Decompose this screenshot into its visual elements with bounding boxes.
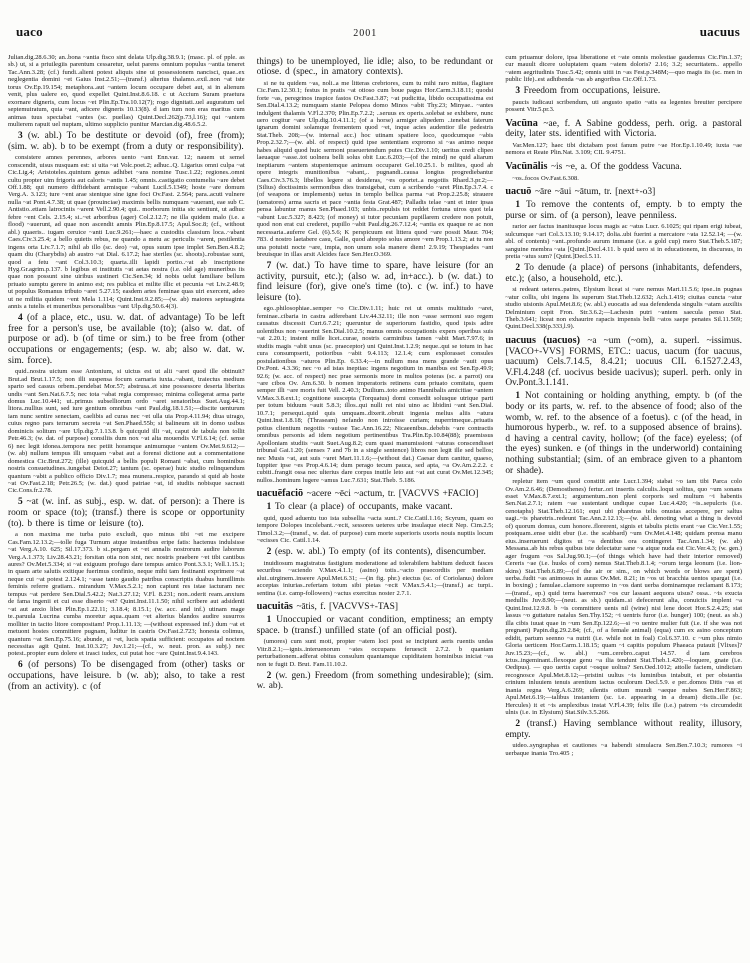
entry-paragraph: uacuus (uacuos) ~a ~um (~om), a. superl. ~issimus. [VACO+-VVS] FORMS, ETC.: uacus, uacum (for uacuus, uacuum) Cels.7.14.5, 8.4.21; uocuus CIL 6.1527.2.43, V.Fl.4.248 (cf. uocivus beside uacivus); superl. perh. only in Ov.Pont.3.1.141. [505,334,742,389]
text-columns [8,54,742,952]
column [8,54,245,952]
quote-paragraph: si redeant ueteres..patres, Elysium liceat si ~are nemus Mart.11.5.6; ipse..in pugnas ~atur collis, ubi ingens lis superum Stat.Theb.12.632; Ach.1.419; ciuitas cuncta ~atur studio uisionis Apul.Met.8.6; (w. abl.) euocatis ad sua defendenda singulis ~atam auxiliis Delminium cepit Fron. Str.3.6.2;—Lachesin putri ~antem saecula penso Stat. Theb.3.641; liceat non exhaurire rapacis impensis belli ~atos saepe penates Sil.11.569; Quint.Decl.338(p.333,l.9). [505,286,742,331]
sense-paragraph: 2 (w. gen.) Freedom (from something undesirable); (sim. w. ab). [256,670,494,692]
sense-paragraph: 7 (w. dat.) To have time to spare, have leisure (for an activity, pursuit, etc.); (also w. ad, in+acc.). b (w. dat.) to find leisure (for), give one's time (to). c (w. inf.) to have leisure (to). [256,261,494,303]
entry-paragraph: Vacūna ~ae, f. A Sabine goddess, perh. orig. a pastoral deity, later sts. identified with Victoria. [505,117,742,140]
sense-number: 1 [515,200,526,211]
entry-paragraph: uacuitās ~ātis, f. [VACVVS+-TAS] [256,601,398,613]
quote-paragraph: inuidiosum magistratus fastigium moderatione ad tolerabilem habitum deduxit fasces securibus ~aciendo V.Max.4.1.1; (asino) totis..~acto praecordiis per mediam alui..uirginem..inseere Apul.Met.6.31; —(in fig. phr.) eiectus (sc. of Coriolanus) dolore acceptas iniurias..refertam totum sibi pietas ~ecit V.Max.5.4.1;—(transf.) ac turpi.. sentina (i.e. camp-followers) ~actus exercitus noster 2.7.1. [256,559,494,597]
sense-number: 2 [266,670,276,681]
entry-paragraph: uacuēfaciō ~acere ~ēci ~actum, tr. [VACVVS +FACIO] [256,488,479,500]
running-head-left: uaco [16,24,43,39]
quote-paragraph: uideo..syngraphas et cautiones ~a habendi simulacra Sen.Ben.7.10.3; rumores ~i uerbaque inania Tro.405 ; [505,742,742,757]
headword: uacuus (uacuos) [505,334,588,346]
quote-paragraph: ~os..focos Ov.Fast.6.308. [512,174,579,182]
running-head [8,24,742,42]
quote-paragraph: quid, quod aduentu tuo ista subsellia ~acta sunt..? Cic.Catil.1.16; Scyrum, quam eo tempore Dolopes incolebant..~ecit, sessores ueteres urbe insulaque eiecit Nep. Cim.2.5; Timol.3.2;—(transf., w. dat. of purpose) cum morte superioris uxoris nouis nuptiis locum ~ecisses Cic. Catil.1.14. [256,515,494,545]
sense-paragraph: 2 (transf.) Having semblance without reality, illusory, empty. [505,719,742,740]
headword: Vacūnālis [505,160,551,172]
quote-paragraph: Julian.dig.28.6.30; an..bona ~antia fisco sint delata Ulp.dig.38.9.1; (masc. pl. of pple. as sb.) ut, si a priuilegiis parentum cessaretur, uelut parens omnium populus ~antia teneret Tac.Ann.3.28; (cf.) fundi..alieni potest aliquis sine ui possessionem nancisci, quae..ex neglegentia domini ~et Gaius Inst.2.51;—(transf.) alterius thalamo..exil..non ~at iste torus Ov.Ep.19.154; metaphora..aut ~antem locum occupare debet aut, si in alienum venit, plus ualere eo, quod expellet Quint.Inst.8.6.18. c ut Accium Suram praetura exornare digneris, cum locus ~et Plin.Ep.Tra.10.12(7); rogo dignitati..uel auguratum uel septemuiratum, quia ~ant, adicere digneris 10.13(8). d iam tum non eras maritus cum animas tuus spectabat ~antes (sc. puellas) Quint.Decl.262(p.73,l.16); qui ~antem mulierem rapuit uel nuptam, ultimo supplicio punitur Marcian.dig.48.6.5.2. [8,54,245,129]
sense-paragraph: 1 Not containing or holding anything, empty. b (of the body or its parts, w. ref. to the absence of food; also of the womb, w. ref. to the absence of a foetus). c (of the head, in humorous hyperb., w. ref. to a supposed absence of brains). d having a central cavity, hollow; (of the face) eyeless; (of the eyes) sunken. e (of things in the underworld) containing nothing substantial; (sim. of an embrace given to a phantom or shade). [505,391,742,476]
sense-paragraph: 2 To denude (a place) of persons (inhabitants, defenders, etc.); (also, a household, etc.). [505,263,742,284]
sense-number: 1 [515,391,525,402]
headword: uacuitās [256,601,297,613]
sense-paragraph: 3 (w. abl.) To be destitute or devoid (of), free (from); (sim. w. ab). b to be exempt (from a duty or responsibility). [8,131,245,152]
sense-number: 6 [18,660,29,671]
quote-paragraph: Var.Men.127; haec tibi dictabam post fanum putre ~ae Hor.Ep.1.10.49; iuxta ~ae nemora et Reate Plin.Nat. 3.109; CIL 9.4751. [505,142,742,157]
sense-number: 5 [18,497,27,508]
quote-paragraph: (umores) cum sunt moti, propter ~atem loci post se incipiunt aeris ruentis undas Vitr.8.2.1;—ignis..interuenorum ~ates occupans feruescit 2.7.2. b quantam perturbationem..adferat obitus consulum quantamque cupiditatem hominibus iniciat ~as non te fugit D. Brut. Fam.11.10.2. [256,638,494,668]
quote-paragraph: consistere amnes perennes, arbores uento ~ant Enn.var. 12; nauem ut semel conscendit, uisus nusquam est: si uita ~at Volc.poet.2; adhuc..Q. Ligarius omni culpa ~at Cic.Lig.4; Aristoteles..quintum genus adhibet ~ans nomine Tusc.1.22; regiones..omni cultu propter uim frigoris aut caloris ~antis 1.45; omnis..castigatio contumelia ~are debet Off.1.88; qui numero diffidebant armisque ~abant Lucil.5.1349; hoste ~are domum Verg.A. 3.123; ture ~ent arae stentque sine igne foci Ov.Fast. 2.564; para..acuti vulnere nulla ~at Pont.4.7.38; ut quae (prouinciae) maximis bellis numquam ~auerant, eae sub C. Antistio..etiam latrociniis ~arent Vell.2.90.4; qui.. morborum initia sic sentiunt, ut adhuc febre ~ent Cels. 2.15.4; si..~et arboribus (ager) Col.2.12.7; ne illa quidem malo (i.e. a flood) ~auerunt, ad quae non ascendit amnis Plin.Ep.8.17.5; Apul.Soc.8; (cf., without abl.) quaeris.. iugam ceruice ~anti Luc.9.261;—haec a custodiis classium loca..~abant Caes.Civ.3.25.4; a bello quietis rebus, ne quando a metu ac periculis ~arent, pestilentia ingens orta Liv.7.1.7; nihil ab illo (sc. deo) ~at, opus suum ipse implet Sen.Ben.4.8.2; quam diu (Charybdis) ab austro ~at Dial. 6.17.2; hae steriles (sc. shoots)..robustae sunt, quod a fetu ~ant Col.3.10.3; quarta..illi lapidi portio..~at ab inscriptione Hyg.Gr.agrim.p.137. b legibus et institutis ~at aetas nostra (i.e. old age) muneribus iis quae non possunt sine uiribus sustineri Cic.Sen.34; id nobis uelut familiare bellum priuato sumptu gerere in animo est; res publica et milite illic et pecunia ~et Liv.2.48.9; ut populus Romanus tributo ~aret 5.27.15; easdem artes feminae quas uiri exercent, adeo ut ne militia quidem ~ent Mela 1.114; Quint.Inst.9.2.85;—(w. ab) maiores septuaginta annis a tutelis et muneribus personalibus ~ant Ulp.dig.50.6.4(3). [8,154,245,311]
sense-paragraph: 1 To remove the contents of, empty. b to empty the purse or sim. of (a person), leave penniless. [505,200,742,221]
sense-number: 3 [515,86,524,97]
sense-paragraph: 2 (esp. w. abl.) To empty (of its contents), disencumber. [266,547,486,558]
quote-paragraph: a non maxima me turba puto excludi, quo minus tibi ~et me excipere Cas.Fam.12.13.2;—tolle fuga Turnum atque instantibus eripe fatis: hactenus indulsisse ~at Verg.A.10. 625; Sil.17.373. b si..pergam et ~et annalis nostrorum audire laborum Verg.A.1.373; Liv.28.43.21; forsitan otia non sint, nec nostris praebere ~et tibi cantibus aures? Ov.Met.5.334; si ~at exiguum profugo dare tempus amico Pont.3.3.1; Vell.1.15.1; in quam arte salutis exitique fuerimus confinio, neque mihi tam festinanti exprimere ~at neque cui ~at potest 2.124.1; ~asse tanto gaudio patribus conscriptis duabus humillimis feminis referre gratiam.. mirandum V.Max.5.2.1; non capiunt res istae iacturam nec tempus ~at perdere Sen.Dial.5.42.2; Nat.3.27.12; V.Fl. 8.231; non..oderit ream..anxium de fama ingenii et cui esse diserto ~et? Quint.Inst.11.1.50; nihil scribere aut adsidenti ~at aut anxio libet Plin.Ep.1.22.11; 3.18.4; 8.15.1; (w. acc. and inf.) utinam mage te..paruula Lucrina cumba moretur aqua..quam ~et alterius blandos audire susurros molliter in tacito litore compositam! Prop.1.11.13; —(without expressed inf.) dum ~at et metuont hostes committere pugnam, luditur in castris Ov.Fast.2.723; honesta colimus, quantum ~at Sen.Ep.75.16; abunde, si ~et, lucis spatia sufficient: occupatos ad noctem necessitas agit Quint. Inst.10.3.27; Juv.1.21;—(cf., w. neut. pron. as subj.) nec potest..propter eum dolere et irasci iudex, cui putat hoc ~are Quint.Inst.9.4.143. [8,531,245,658]
headword: Vacūna [505,117,544,129]
sense-number: 4 [18,313,27,324]
quote-paragraph: rarior aer factus inanitusque locus magis ac ~atus Lucr. 6.1025; qui ripam erigi iubeat, sulcumque ~ari Col.3.13.10; 9.14.17; dolia..ubi fuerint a mercatore ~ata 12.52.14; —(w. abl. of contents) ~ant..profundo aurum immane (i.e. a gold cup) mero Stat.Theb.5.187; sanguine membra ~ata [Quint.]Decl.4.11. b quid uero si in educationem, in discursus, in pretia ~atus sum? [Quint.]Decl.5.11. [505,223,742,261]
sense-paragraph: things) to be unemployed, lie idle; also, to be redundant or otiose. d (spec., in amatory contexts). [256,56,494,78]
sense-paragraph: 3 Freedom from occupations, leisure. [515,86,661,97]
sense-paragraph: 4 (of a place, etc., usu. w. dat. of advantage) To be left free for a person's use, be available (to); (also w. dat. of purpose or ad). b (of time or sim.) to be free from (other occupations or engagements; (esp. w. ab; also w. dat. w. sim. force). [8,313,245,366]
headword: uacuō [505,185,535,197]
headword: uacuēfaciō [256,488,307,500]
entry-paragraph: Vacūnālis ~is ~e, a. Of the goddess Vacuna. [505,160,682,172]
sense-number: 3 [18,131,28,142]
sense-number: 2 [266,547,275,558]
page-number: 2001 [353,28,378,39]
quote-paragraph: si ne tu quidem ~as, noli..a me litteras crebriores, cum tu mihi raro mittas, flagitare Cic.Fam.12.30.1; festus in pratis ~at otioso cum boue pagus Hor.Carm.3.18.11; quodsi forte ~as, peregrinos inspice fastos Ov.Fast.3.87; ~at pudicitia, libido occupatissima est Sen.Dial.4.13.2; numquam stante Pelopea domo Minos ~abit Thy.23; Minyae.. ~antes indulgent thalamis V.Fl.2.370; Plin.Ep.7.2.2; ..seruus ex operis..solebat se exhibere, nunc uero cogitur ~are Ulp.dig.10.4.11.1; (of a horse) armiger alipedem ..tenebat faterum ignarum domini solamque frementem quod ~et, inque acies audentior ille pedestris Stat.Theb. 208;—(w. internal acc.) hoc utinam spatiere loco, quodcumque ~abis Prop.2.32.7;—(w. abl. of respect) quid ipse sententiam expromo si ~as animo neque habes aliquid quod huic sermoni praeuertendum putes Cic.Div.1.10; ueritus credi clipeo laeuaque ~asse..tot uolnera belli solus obit Luc.6.203;—(of the mind) ne quid aliarum ineptiarum ~antem stupentemque animum occuparet Gel.10.25.1. b milites, quod ab opere integris munitionibus ~abant,.. pugnandi..causa longius progrediebantur Caes.Civ.3.76.3; libellos legere si desideras, ~es oportet..a negotiis Rhard.3.pr.2;—(Silius) doctissimis sermonibus dies transigebat, cum a scribendo ~aret Plin.Ep.3.7.4. c (of weapons or implements) uetus in templo bellica parma ~at Prop.2.25.8; strauere (uenatores) arma sacris et pace ~antia festa Grat.487; Palladis telae ~ant et inter ipsas pensa labuntur manus Sen.Phaed.103; unbis..repulsis tot reddet fortuna uiros quot tela ~abunt Luc.5.327; 8.423; (of money) si tutor pecuniam pupillarem credere non potuit, quod non erat cui crederet, pupillo ~abit Paul.dig.26.7.12.4; ~antia ex quaque re ac non necessaria..auferre Gel. (6).5.6; K perspicuum est littera quod ~are possit Maur. 704; 783. d nostro laetabere casu, Galle, quod abrepto solus amore ~em Prop.1.13.2; at tu non una potuisti nocte ~are, impia, non unum sola manere diem! 2.9.19; Thespiades ~ant breuisque in illas arsit Alcides face Sen.Her.O.369. [256,79,494,259]
sense-number: 2 [515,263,525,273]
sense-number: 2 [515,719,527,730]
sense-number: 1 [266,502,275,513]
quote-paragraph: cum priuamur dolore, ipsa liberatione et ~ate omnis molestiae gaudemus Cic.Fin.1.37; cur mauult dicere uoluptatem quam ~atem doloris? 2.16; 3.2; securitatem.. appello ~atem aegritudinis Tusc.5.42; omnis uitii in ~as Fest.p.348M;—quo magis iis (sc. men in public life)..est adhibenda ~as ab angoribus Cic.Off.1.73. [505,54,742,84]
quote-paragraph: repletur item ~um quod constitit ante Lucr.1.394; stabat ~o iam tibi Parca colo Ov.Am.2.6.46; (Demosthenes) fertur..ori insertis calculis..loqui solitus, quo ~um sonans esset V.Max.8.7.ext.1; argumentum..non pleni corporis sed multum ~i habentis Sen.Nat.2.7.1; ratem ~ae sustentant undique cupae Luc.4.420; ~is..sepulcris (i.e. cenotaphs) Stat.Theb.12.161; equi ubi pharetras telis onustas accepere, per saltus uagi..~is pharetris..redeunt Tac.Ann.2.12.13;—(w. abl. denoting what a thing is devoid of) quorum domus, cum honore..florerent, signis et tabulis pictis erant ~ae Cic.Ver.1.55; postquam..ense uidit ebur (i.e. the scabbard) ~um Ov.Met.4.148; quidam prensa manu eius..inseruerunt digitos ut ~a dentibus ora contingeret Tac.Ann.1.34; (w. ab) Messana..ab his rebus quibus iste delectatur sane ~a atque nuda est Cic.Ver.4.3; (w. gen.) ager frugum ~os Sal.Jug.90.1;—(of things which have had their interior removed) Cereris ~ae (i.e. husks of corn) nemus Stat.Theb.8.1.4; ~orum terga leonum (i.e. lion-skins) Stat.Theb.6.89;—(of the air or sim., on which words or blows are spent) uerba..fudit ~as animosus in auras Ov.Met. 8.21; in ~os ut bracchia uentos spargat (i.e. in boxing) ; famulae..clamore supremo in ~os dant uerba dominamque reclamant 8.173;—(transf., ep.) quid terra haeremus? ~os cur lassant aequora uisus? ossa.. ~is exucta medullis Juv.8.90;—(neut. as sb.) quidam..si defecerunt alia, conuiciis implent ~a Quint.Inst.12.9.8. b ~is committere uenis nil (wine) nisi lene docet Hor.S.2.4.25; stat lassus ~o guttature natalus Sen.Thy.152; ~i uentris furor (i.e. hunger) 100; (neut. as sb.) illa cibis iuuat quae in ~um Sen.Ep.122.6;—si ~o uentre mulier fuit (i.e. if she was not pregnant) Papin.dig.29.2.84; (cf., of a female animal) (equa) cum ex asino conceptum edidit, partum seenno ~a nutrit (i.e. while not in foal) Col.6.37.10. c ~um plus nimio Gloria uerticem Hor.Carm.1.18.15; quam ~i capitis populum Phaeaca putauit [Vlixes]? Juv.15.23;—(cf., w. abl.) ~um..cerebro..caput 14.57. d iam cerebros ictus..ingeminant..flexoque genu ~a ilia tendunt Stat.Theb.1.420;—loquere, gnate (i.e. Oedipus). — quo uertis caput ~osque uoltus? Sen.Oed.1012; attolle faciem, uindictam recognosce Apul.Met.8.12;—pristini uultus ~is luminibus intabuit, et per obstantia crinium inluuiem tenuis arentium iactus oculorum Decl.5.9. e per..domos Ditis ~as et inania regna Verg.A.6.269; silentis otium mundi ~aeque nubes Sen.Her.F.863; Apul.Met.6.19;—talibus instantem (sc. i.e. appearing in a dream) dictis..ille (sc. Hercules) it et ~is amplexibus instat V.Fl.4.39; felix ille (i.e.) patrem ~is circumdedit ulnis (i.e. in Elysium) Stat.Silv.3.5.266. [505,478,742,717]
column [257,54,494,952]
sense-paragraph: 1 To clear (a place) of occupants, make vacant. [266,502,453,513]
sense-paragraph: 6 (of persons) To be disengaged from (other) tasks or occupations, have leisure. b (w. ab); also, to take a rest (from an activity). c (of [8,660,245,692]
column [505,54,742,952]
sense-number: 7 [266,261,277,272]
sense-number: 1 [266,615,277,626]
sense-paragraph: 5 ~at (w. inf. as subj., esp. w. dat. of person): a There is room or space (to); (transf.) there is scope or opportunity (to). b there is time or leisure (to). [8,497,245,529]
quote-paragraph: paucis iudicaui scribendum, uti angusto spatio ~atis ea legentes breuiter percipere possent Vitr.5.pr.3. [505,98,742,114]
quote-paragraph: ego..philosophiae..semper ~o Cic.Div.1.11; huic rei ut omnis multitudo ~aret, feminae..cibaria in castra adferebant Liv.44.32.11; ille non ~asse sermoni suo regem causatus discessit Curt.6.7.21; queruntur de superiorum fastidio, quod ipsis adire uolentibus non ~auerint Sen.Dial.10.2.5; manus omnis occupationis expers operibus suis ~at 2.20.1; instent mille licet..curae, nostris carminibus tamen ~abit Mart.7.97.6; in studiis magis ~abit unus (sc. praeceptor) uni Quint.Inst.1.2.9; neque..qui se totum in hac cura consumpserit, potioribus ~abit 9.4.113; 12.1.4; cum explorasset consules postulationibus ~aturos Plin.Ep. 6.33.4;—in nullum mea mens grande ~auit opus Ov.Pont. 4.3.36; nec ~o ad istas ineptias: ingens negotium in manibus est Sen.Ep.49.9; 92.6; (w. acc. of respect) nec prae sermonis more in multos poteras (sc. a parrot) ora ~are cibos Ov. Am.6.30. b nomen imperatoris retinens cum priuato comitatu, quem semper illi ~are moris fuit Vell. 2.40.3; Duilium..toto animo Hannibalis amicitiae ~antem V.Max.3.8.ext.1; cognitione suscepta (Torquatus) domi consedit solusque utrique parti per totum biduum ~auit 5.8.3; illos..qui nulli rei nisi uino ac libidini ~ant Sen.Dial. 10.7.1; persequi..quid quis umquam..dixerit..obruit ingenia melius aliis ~atura Quint.Inst.1.8.18; (Thraseam) nefando non introisse curiam; nuperrimeque..priuatis potius clientium negotiis ~auisse Tac.Ann.16.22; Nicaeenibus..debebis ~are contractis omnibus personis ad idem negotium pertinentibus Tra.Plin.Ep.10.84(88); praemissus Apolloniam studiis ~auit Suet.Aug.8.2; cum quasi manumissioni ~aturas conscendisset tribunal Gai.1.20; (senses 7 and 7b in a single sentence) libros non legit ille sed bellos; nec Musis ~at, aut suis ~aret Mart.11.1.6;—(without dat.) Caesar dum canitur, quaeso, Iuppiter ipse ~es Prop.4.6.14; dum perago tecum pauca, sed apta, ~a Ov.Am.2.2.2. c cubiti..frangit ossa nec ulterius dare corpus inutile leto aut ~at aut curat Ov.Met.12.345; nullos..hominum lugere ~amus Luc.7.631; Stat.Theb. 5.186. [256,305,494,484]
sense-paragraph: 1 Unoccupied or vacant condition, emptiness; an empty space. b (transf.) unfilled state (of an official post). [256,615,494,636]
running-head-right: uacuus [699,24,740,39]
entry-paragraph: uacuō ~āre ~āui ~ātum, tr. [next+-o3] [505,185,656,197]
quote-paragraph: quid..nostra uictum esse Antonium, si uictus est ut alii ~aret quod ille obtinuit? Brut.ad Brut.1.17.5; non illi suspensa focum carnaria iuxta..~abant, traiectus medium sparto sed cassus orbem..pendebat Mor.57; abstrusa..et sine possessore deserta liberius undis ~ant Sen.Nat.6.7.5; nec tota ~abat regia compresso; minima collegerat arma parte domus Luc.10.441; ut..primus subselliorum ordo ~aret senatoribus Suet.Aug.44.1; litora..nullius sunt, sed iure gentium omnibus ~ant Paul.dig.18.1.51;—discite uenturum iam nunc sentire senectam, caelibis ad curas nec ~et ulla uia Prop.4.11.94; diua uirago, cuius regno pars terrarum secreta ~at Sen.Phaed.55b; si balineum sit in domo usibus dominicis solitum ~are Ulp.dig.7.1.13.8. b quicquid illi ~at, caput de tabula non tollit Petr.46.3; (w. dat. of purpose) consiliis dum nox ~at alta mouendis V.Fl.6.14; (cf. sense 6) nec legit idonea..tempora nec petiit horamque animumque ~antem Ov.Met.9.612;—(w. ab) nullum tempus illi umquam ~abat aut a forensi dictione aut a commentatione domestica Cic.Brut.272; (ille) quicquid a bellis populi Romani ~abat, cum hominibus nostris consuetudines..iungebat Deiot.27; tantum (sc. operae) huic studio relinquendum quantum ~abit a publico officio Div.1.7; mea munera..respice, parando si quid ab hoste ~at Ov.Fast.2.18; Petr.26.5; (w. dat.) quod patriae ~at, id studiis nobisque sacrasti Cic.Cons.fr.2.78. [8,368,245,495]
